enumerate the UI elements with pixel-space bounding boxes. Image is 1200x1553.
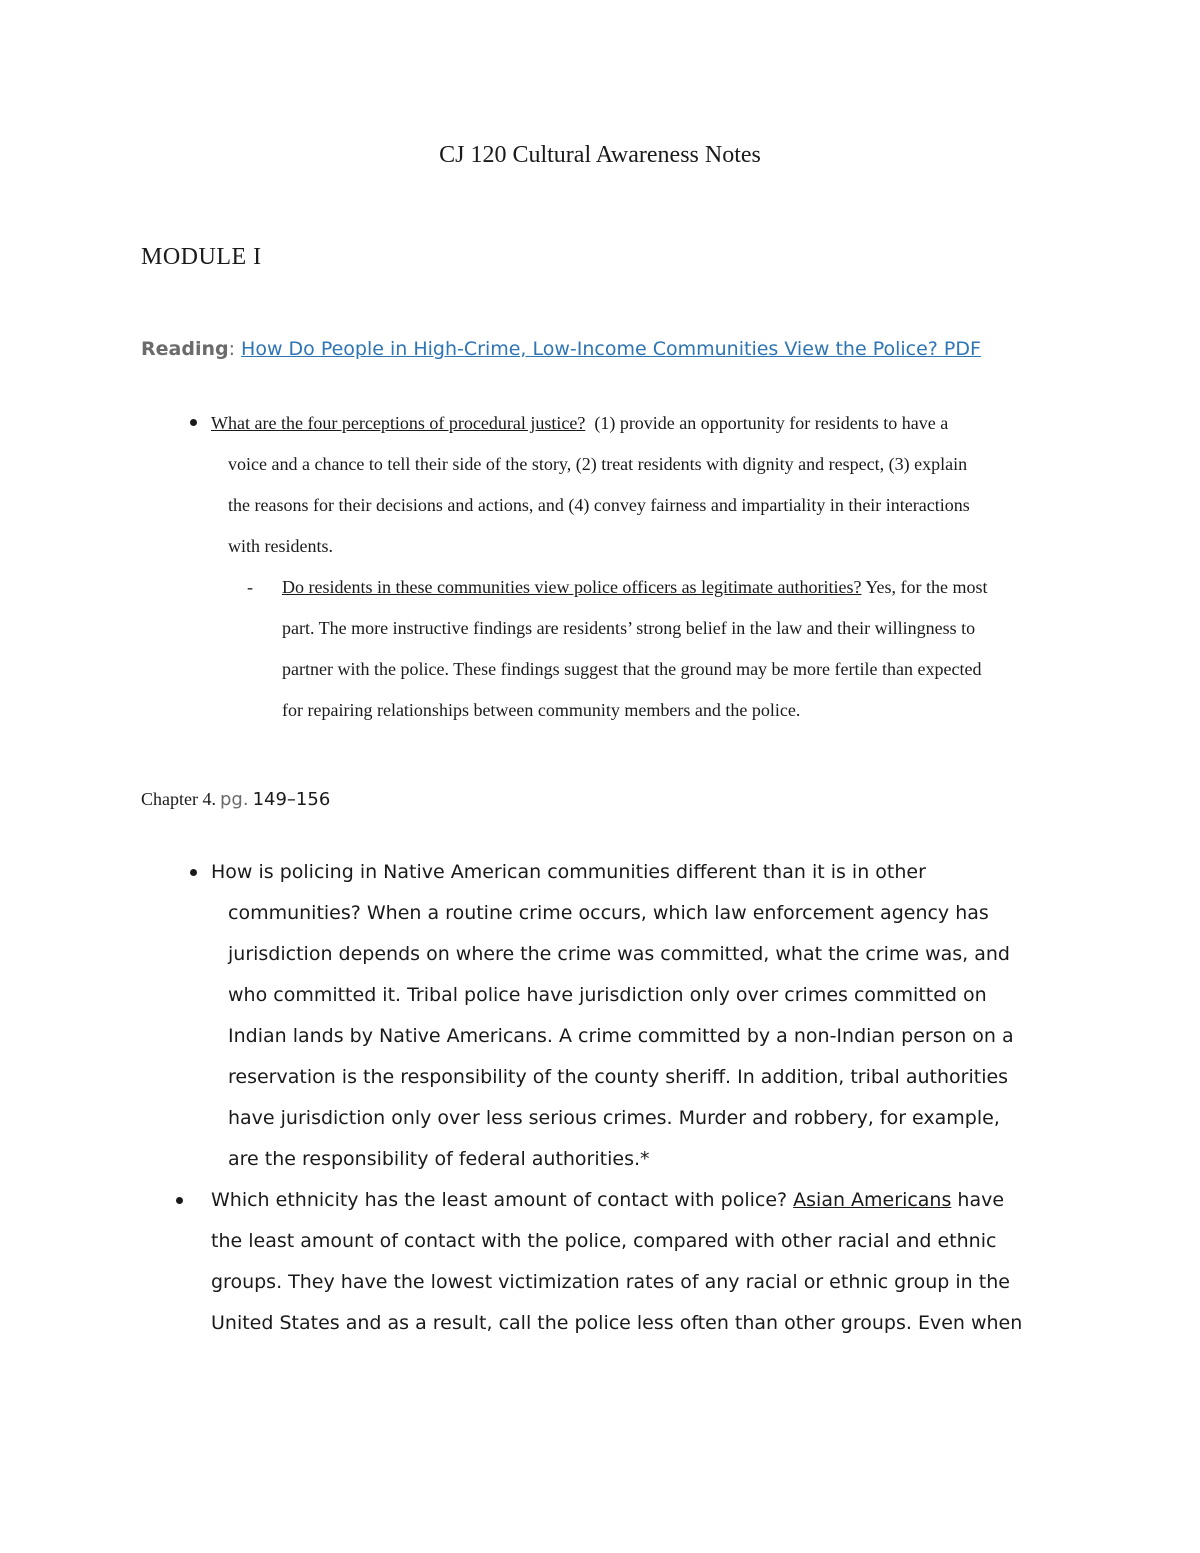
q3-answer: Asian Americans	[793, 1189, 952, 1211]
q3-lead: Which ethnicity has the least amount of contact with police?	[211, 1189, 788, 1211]
q2-line: How is policing in Native American communities different than it is in other	[211, 861, 926, 883]
chapter-line	[141, 789, 330, 810]
q1-answer-start: (1) provide an opportunity for residents to have a	[594, 413, 949, 433]
q1-sub-answer-start: Yes, for the most	[865, 577, 988, 597]
q2-line: Indian lands by Native Americans. A crime committed by a non-Indian person on a	[228, 1025, 1014, 1047]
q1-sub-question: Do residents in these communities view police officers as legitimate authorities?	[282, 577, 862, 597]
q2-line: reservation is the responsibility of the county sheriff. In addition, tribal authorities	[228, 1066, 1009, 1088]
chapter-range: 149–156	[252, 789, 331, 810]
chapter-pg: pg.	[219, 789, 249, 810]
q1-line: with residents.	[228, 536, 333, 556]
q1-block	[211, 403, 948, 444]
document-title: CJ 120 Cultural Awareness Notes	[439, 142, 761, 168]
q2-continuation	[228, 893, 1014, 1180]
q1-line-first	[211, 403, 948, 444]
q2-line: have jurisdiction only over less serious crimes. Murder and robbery, for example,	[228, 1107, 1000, 1129]
q1-sub-block	[282, 567, 988, 731]
chapter-label: Chapter 4.	[141, 789, 216, 809]
q2-line: are the responsibility of federal authorities.*	[228, 1148, 650, 1170]
reading-link[interactable]: How Do People in High-Crime, Low-Income Communities View the Police? PDF	[241, 338, 981, 360]
q3-line: United States and as a result, call the police less often than other groups. Even when	[211, 1312, 1023, 1334]
q1-sub-line-first	[282, 567, 988, 608]
q3-line: groups. They have the lowest victimization rates of any racial or ethnic group in the	[211, 1271, 1010, 1293]
q2-line: communities? When a routine crime occurs, which law enforcement agency has	[228, 902, 989, 924]
q2-first	[211, 852, 926, 893]
q1-continuation	[228, 444, 970, 567]
q3-line: the least amount of contact with the police, compared with other racial and ethnic	[211, 1230, 997, 1252]
q3-tail: have	[957, 1189, 1005, 1211]
q1-question: What are the four perceptions of procedural justice?	[211, 413, 586, 433]
q1-line: the reasons for their decisions and actions, and (4) convey fairness and impartiality in their interactions	[228, 495, 970, 515]
q1-line: voice and a chance to tell their side of the story, (2) treat residents with dignity and respect, (3) explain	[228, 454, 968, 474]
module-heading: MODULE I	[141, 244, 262, 270]
q1-sub-line: for repairing relationships between community members and the police.	[282, 700, 801, 720]
q3-block	[211, 1180, 1022, 1344]
reading-line	[141, 338, 981, 360]
reading-label: Reading	[141, 338, 229, 360]
bullet-icon	[190, 869, 197, 876]
q1-sub-line: partner with the police. These findings suggest that the ground may be more fertile than expected	[282, 659, 982, 679]
bullet-icon	[190, 419, 197, 426]
reading-colon: :	[228, 338, 235, 360]
q1-sub-line: part. The more instructive findings are residents’ strong belief in the law and their willingness to	[282, 618, 976, 638]
dash-marker: -	[247, 577, 253, 597]
q3-line-first	[211, 1180, 1022, 1221]
q2-line: who committed it. Tribal police have jurisdiction only over crimes committed on	[228, 984, 987, 1006]
q2-line: jurisdiction depends on where the crime was committed, what the crime was, and	[228, 943, 1010, 965]
bullet-icon	[176, 1197, 183, 1204]
